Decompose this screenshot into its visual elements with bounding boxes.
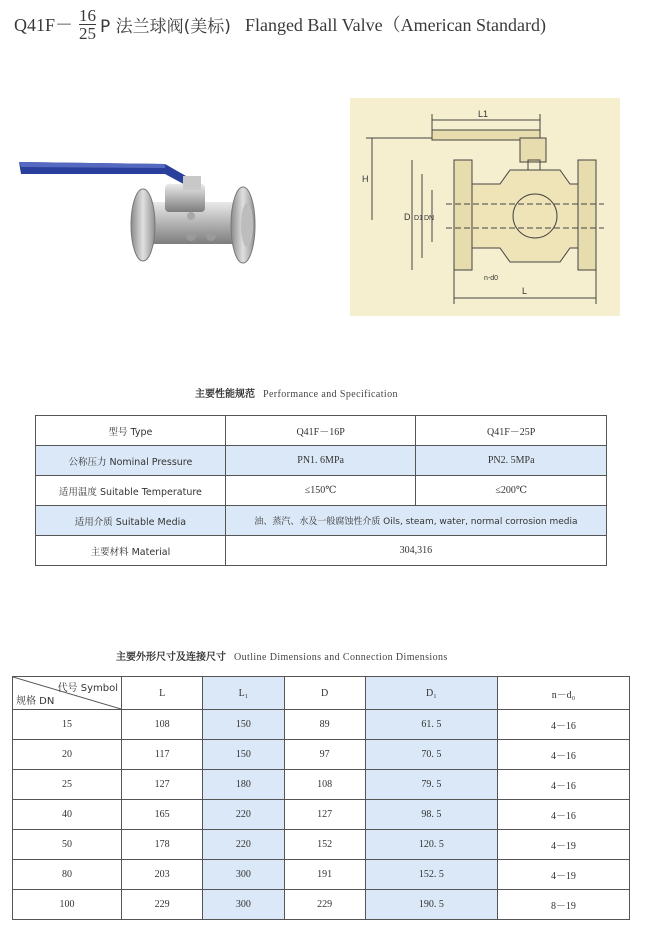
dimensions-table <box>12 676 630 920</box>
dimension-cell: 150 <box>203 710 284 740</box>
dimension-cell: 152 <box>284 830 365 860</box>
performance-heading-en: Performance and Specification <box>263 389 398 400</box>
dn-cell: 80 <box>13 860 122 890</box>
row-label: 适用介质 Suitable Media <box>36 506 226 536</box>
corner-symbol: 代号 Symbol <box>57 683 118 694</box>
label-L1: L1 <box>478 109 489 119</box>
table-row <box>13 770 630 800</box>
dimension-cell: 79. 5 <box>365 770 497 800</box>
model-prefix: Q41F－ <box>14 15 74 35</box>
table-row <box>36 416 607 446</box>
dimension-cell: 127 <box>284 800 365 830</box>
dimension-cell: 180 <box>203 770 284 800</box>
dimension-cell: 8－19 <box>497 890 629 920</box>
dimension-cell: 152. 5 <box>365 860 497 890</box>
dimension-cell: 108 <box>122 710 203 740</box>
dn-cell: 40 <box>13 800 122 830</box>
dimension-cell: 70. 5 <box>365 740 497 770</box>
label-D1: D1 <box>414 215 423 222</box>
row-label: 主要材料 Material <box>36 536 226 566</box>
dimension-cell: 229 <box>122 890 203 920</box>
dimension-cell: 190. 5 <box>365 890 497 920</box>
pressure-fraction <box>79 7 96 42</box>
dimension-cell: 203 <box>122 860 203 890</box>
row-label: 适用温度 Suitable Temperature <box>36 476 226 506</box>
label-D: D <box>404 212 411 222</box>
dimension-cell: 120. 5 <box>365 830 497 860</box>
table-row <box>36 536 607 566</box>
dn-cell: 15 <box>13 710 122 740</box>
performance-heading <box>195 385 398 400</box>
dimension-cell: 4－16 <box>497 710 629 740</box>
dimension-cell: 97 <box>284 740 365 770</box>
dimension-cell: 178 <box>122 830 203 860</box>
type-col2: Q41F－25P <box>416 416 607 446</box>
dimension-cell: 4－16 <box>497 770 629 800</box>
table-row <box>13 890 630 920</box>
dimension-cell: 4－19 <box>497 830 629 860</box>
label-DN: DN <box>424 215 435 222</box>
column-header: D <box>284 677 365 710</box>
table-header-row <box>13 677 630 710</box>
dimension-cell: 229 <box>284 890 365 920</box>
row-value: ≤200℃ <box>416 476 607 506</box>
table-row <box>36 506 607 536</box>
dimensions-heading <box>116 648 448 663</box>
type-label: 型号 Type <box>36 416 226 446</box>
dimensions-heading-zh: 主要外形尺寸及连接尺寸 <box>116 652 226 663</box>
row-value-merged: 油、蒸汽、水及一般腐蚀性介质 Oils, steam, water, normal corrosion media <box>225 506 606 536</box>
dn-cell: 25 <box>13 770 122 800</box>
dimension-cell: 150 <box>203 740 284 770</box>
page-title <box>14 4 546 44</box>
performance-table <box>35 415 607 566</box>
column-header: D₁ <box>365 677 497 710</box>
dimension-cell: 4－16 <box>497 740 629 770</box>
table-row <box>13 710 630 740</box>
dimension-cell: 89 <box>284 710 365 740</box>
dimension-cell: 127 <box>122 770 203 800</box>
table-row <box>36 446 607 476</box>
dn-cell: 100 <box>13 890 122 920</box>
column-header: n－d₀ <box>497 677 629 710</box>
technical-drawing <box>350 98 620 316</box>
dimension-cell: 108 <box>284 770 365 800</box>
valve-photo <box>15 132 275 272</box>
dimensions-heading-en: Outline Dimensions and Connection Dimensions <box>234 652 448 663</box>
row-value: PN1. 6MPa <box>225 446 416 476</box>
title-english: Flanged Ball Valve（American Standard) <box>244 15 547 35</box>
label-L: L <box>522 286 528 296</box>
title-chinese: P 法兰球阀(美标) <box>100 16 231 37</box>
dimension-cell: 191 <box>284 860 365 890</box>
dimension-cell: 220 <box>203 830 284 860</box>
table-row <box>13 830 630 860</box>
table-row <box>13 860 630 890</box>
dimension-cell: 61. 5 <box>365 710 497 740</box>
corner-cell <box>13 677 122 710</box>
row-value-merged: 304,316 <box>225 536 606 566</box>
dimension-cell: 220 <box>203 800 284 830</box>
dimension-cell: 300 <box>203 860 284 890</box>
pressure-numerator: 16 <box>79 5 97 25</box>
dimension-cell: 4－19 <box>497 860 629 890</box>
dn-cell: 50 <box>13 830 122 860</box>
type-col1: Q41F－16P <box>225 416 416 446</box>
column-header: L <box>122 677 203 710</box>
row-value: ≤150℃ <box>225 476 416 506</box>
row-value: PN2. 5MPa <box>416 446 607 476</box>
dn-cell: 20 <box>13 740 122 770</box>
row-label: 公称压力 Nominal Pressure <box>36 446 226 476</box>
label-H: H <box>362 174 369 184</box>
label-nd0: n-d0 <box>484 275 499 282</box>
dimension-cell: 117 <box>122 740 203 770</box>
column-header: L₁ <box>203 677 284 710</box>
performance-heading-zh: 主要性能规范 <box>195 389 255 400</box>
table-row <box>36 476 607 506</box>
table-row <box>13 800 630 830</box>
dimension-cell: 98. 5 <box>365 800 497 830</box>
corner-dn: 规格 DN <box>16 696 55 707</box>
dimension-cell: 300 <box>203 890 284 920</box>
pressure-denominator: 25 <box>79 23 97 43</box>
dimension-cell: 165 <box>122 800 203 830</box>
dimension-cell: 4－16 <box>497 800 629 830</box>
table-row <box>13 740 630 770</box>
